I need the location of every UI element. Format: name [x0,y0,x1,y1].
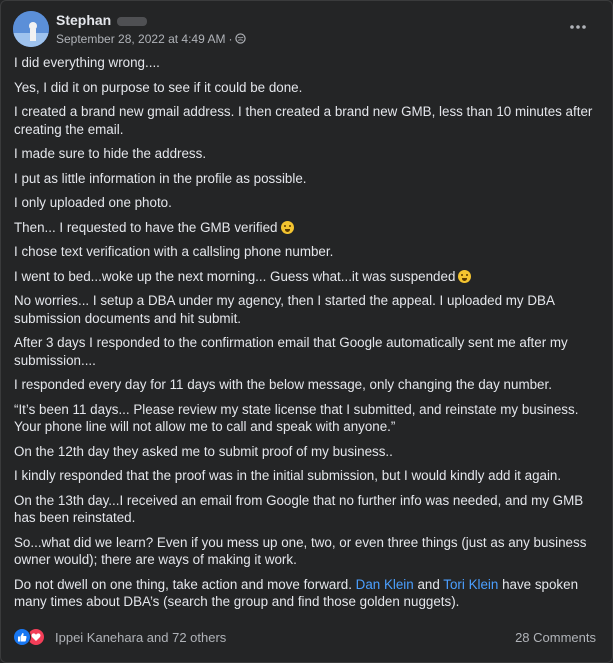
post-paragraph: I only uploaded one photo. [14,195,172,210]
avatar[interactable] [13,11,49,47]
post-paragraph [14,268,596,286]
post-paragraph: On the 13th day...I received an email from Google that no further info was needed, and my GMB has been reinstated. [14,492,584,525]
post-paragraph: I responded every day for 11 days with the below message, only changing the day number. [14,377,552,392]
post-paragraph-text: have spoken many times about DBA’s (search the group and find those golden nuggets). [14,576,579,609]
post-meta [56,32,246,47]
post-paragraph: I chose text verification with a callsling phone number. [14,244,334,259]
author-name-text[interactable]: Stephan [56,12,112,28]
post-paragraph: I put as little information in the profile as possible. [14,170,307,186]
post-header [13,11,602,51]
meta-separator: · [228,32,233,46]
post-paragraph: “It’s been 11 days... Please review my state license that I submitted, and reinstate my business. Your phone line will not allow me to call and speak with anyone.” [14,401,579,434]
post-paragraph: On the 12th day they asked me to submit proof of my business.. [14,443,393,459]
globe-icon [235,33,246,47]
post-paragraph: So...what did we learn? Even if you mess up one, two, or even three things (just as any business owner would); there are ways of making it work. [14,534,587,567]
blurred-surname [117,17,147,26]
post-paragraph: I made sure to hide the address. [14,146,207,161]
avatar-image [13,11,49,47]
mention-link[interactable]: Tori Klein [443,576,499,592]
post-paragraph [14,576,596,611]
post-paragraph: No worries... I setup a DBA under my agency, then I started the appeal. I uploaded my DBA submission documents and hit submit. [14,293,555,326]
reaction-summary[interactable]: Ippei Kanehara and 72 others [55,630,227,645]
like-icon [13,628,31,646]
post-paragraph: I kindly responded that the proof was in the initial submission, but I would kindly add it again. [14,468,562,483]
comments-count[interactable]: 28 Comments [515,630,596,645]
post-paragraph-text: I went to bed...woke up the next morning... Guess what...it was suspended [14,268,456,284]
post-timestamp[interactable]: September 28, 2022 at 4:49 AM [56,32,226,46]
grimacing-emoji-icon [458,270,471,283]
author-name[interactable] [56,12,147,28]
more-options-button[interactable] [564,13,592,41]
post-footer [13,627,596,649]
post-paragraph: I created a brand new gmail address. I then created a brand new GMB, less than 10 minutes after creating the email. [14,104,593,137]
post-paragraph: After 3 days I responded to the confirmation email that Google automatically sent me after my submission.... [14,335,568,368]
more-horizontal-icon [570,25,586,29]
flushed-emoji-icon [281,221,294,234]
post-paragraph-text: Do not dwell on one thing, take action and move forward. [14,576,356,592]
post-paragraph-text: Then... I requested to have the GMB verified [14,219,278,235]
post-paragraph: I did everything wrong.... [14,55,160,70]
mention-link[interactable]: Dan Klein [355,576,414,592]
post-body [14,54,596,618]
post-paragraph [14,219,596,237]
reaction-icons[interactable] [13,628,49,646]
post-paragraph-text: and [413,576,444,592]
post-paragraph: Yes, I did it on purpose to see if it could be done. [14,79,303,95]
